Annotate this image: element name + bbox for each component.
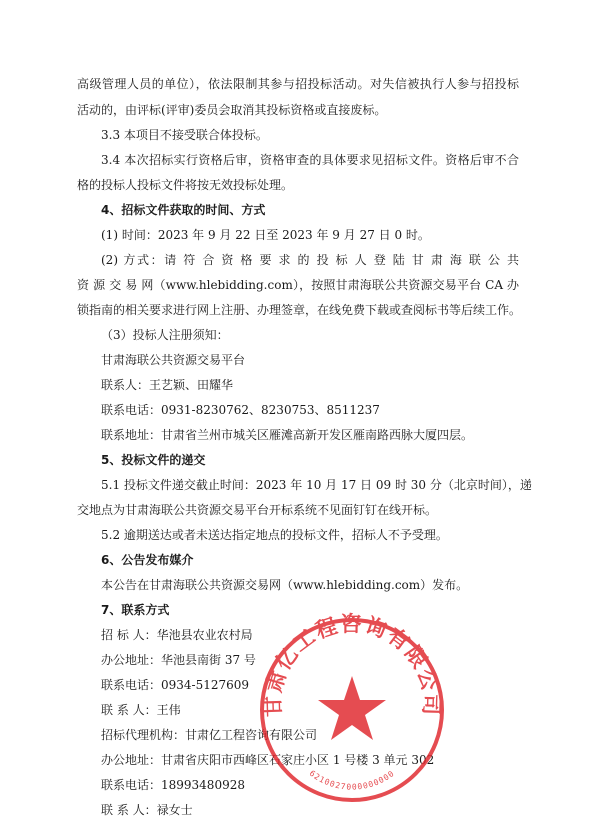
body-text-line: 办公地址：华池县南街 37 号 [101, 653, 256, 667]
body-text-line: （3）投标人注册须知： [101, 328, 229, 342]
body-text-line: 联系人：王艺颖、田耀华 [101, 378, 234, 392]
body-text-line: 3.4 本次招标实行资格后审，资格审查的具体要求见招标文件。资格后审不合 [101, 153, 519, 167]
body-text-line: 联系地址：甘肃省兰州市城关区雁滩高新开发区雁南路西脉大厦四层。 [101, 428, 474, 442]
body-text-line: 格的投标人投标文件将按无效投标处理。 [77, 178, 294, 192]
section-heading: 7、联系方式 [101, 603, 170, 617]
body-text-line: 5.2 逾期送达或者未送达指定地点的投标文件，招标人不予受理。 [101, 528, 448, 542]
section-heading: 4、招标文件获取的时间、方式 [101, 203, 266, 217]
body-text-line: 联系电话：18993480928 [101, 778, 245, 792]
body-text-line: 本公告在甘肃海联公共资源交易网（www.hlebidding.com）发布。 [101, 578, 469, 592]
body-text-line: (1) 时间：2023 年 9 月 22 日至 2023 年 9 月 27 日 0 时。 [101, 228, 430, 242]
body-text-line: 办公地址：甘肃省庆阳市西峰区石家庄小区 1 号楼 3 单元 302 [101, 753, 435, 767]
body-text-line: 招 标 人：华池县农业农村局 [101, 628, 253, 642]
seal-star [318, 676, 386, 740]
body-text-line: 甘肃海联公共资源交易平台 [101, 353, 246, 367]
body-text-line: 活动的，由评标(评审)委员会取消其投标资格或直接废标。 [77, 103, 387, 117]
seal-code-text: 6210027000000000 [307, 768, 397, 792]
body-text-line: 锁指南的相关要求进行网上注册、办理签章，在线免费下载或查阅标书等后续工作。 [77, 303, 522, 317]
seal-arc-text: 甘肃亿工程咨询有限公司 [260, 612, 444, 718]
company-seal-stamp [252, 610, 452, 810]
section-heading: 5、投标文件的递交 [101, 453, 206, 467]
body-text-line: (2) 方式：请 符 合 资 格 要 求 的 投 标 人 登 陆 甘 肃 海 联 公 共 [101, 253, 519, 267]
body-text-line: 高级管理人员的单位），依法限制其参与招投标活动。对失信被执行人参与招投标 [77, 77, 519, 91]
section-heading: 6、公告发布媒介 [101, 553, 194, 567]
body-text-line: 联 系 人：禄女士 [101, 803, 193, 817]
body-text-line: 3.3 本项目不接受联合体投标。 [101, 128, 268, 142]
body-text-line: 5.1 投标文件递交截止时间：2023 年 10 月 17 日 09 时 30 分（北京时间），递 [101, 478, 532, 492]
body-text-line: 联系电话：0931-8230762、8230753、8511237 [101, 403, 380, 417]
body-text-line: 交地点为甘肃海联公共资源交易平台开标系统不见面钉钉在线开标。 [77, 503, 438, 517]
seal-ring [262, 620, 442, 800]
body-text-line: 联 系 人：王伟 [101, 703, 181, 717]
body-text-line: 资 源 交 易 网（www.hlebidding.com），按照甘肃海联公共资源交易平台 CA 办 [77, 278, 519, 292]
body-text-line: 联系电话：0934-5127609 [101, 678, 250, 692]
body-text-line: 招标代理机构：甘肃亿工程咨询有限公司 [101, 728, 318, 742]
